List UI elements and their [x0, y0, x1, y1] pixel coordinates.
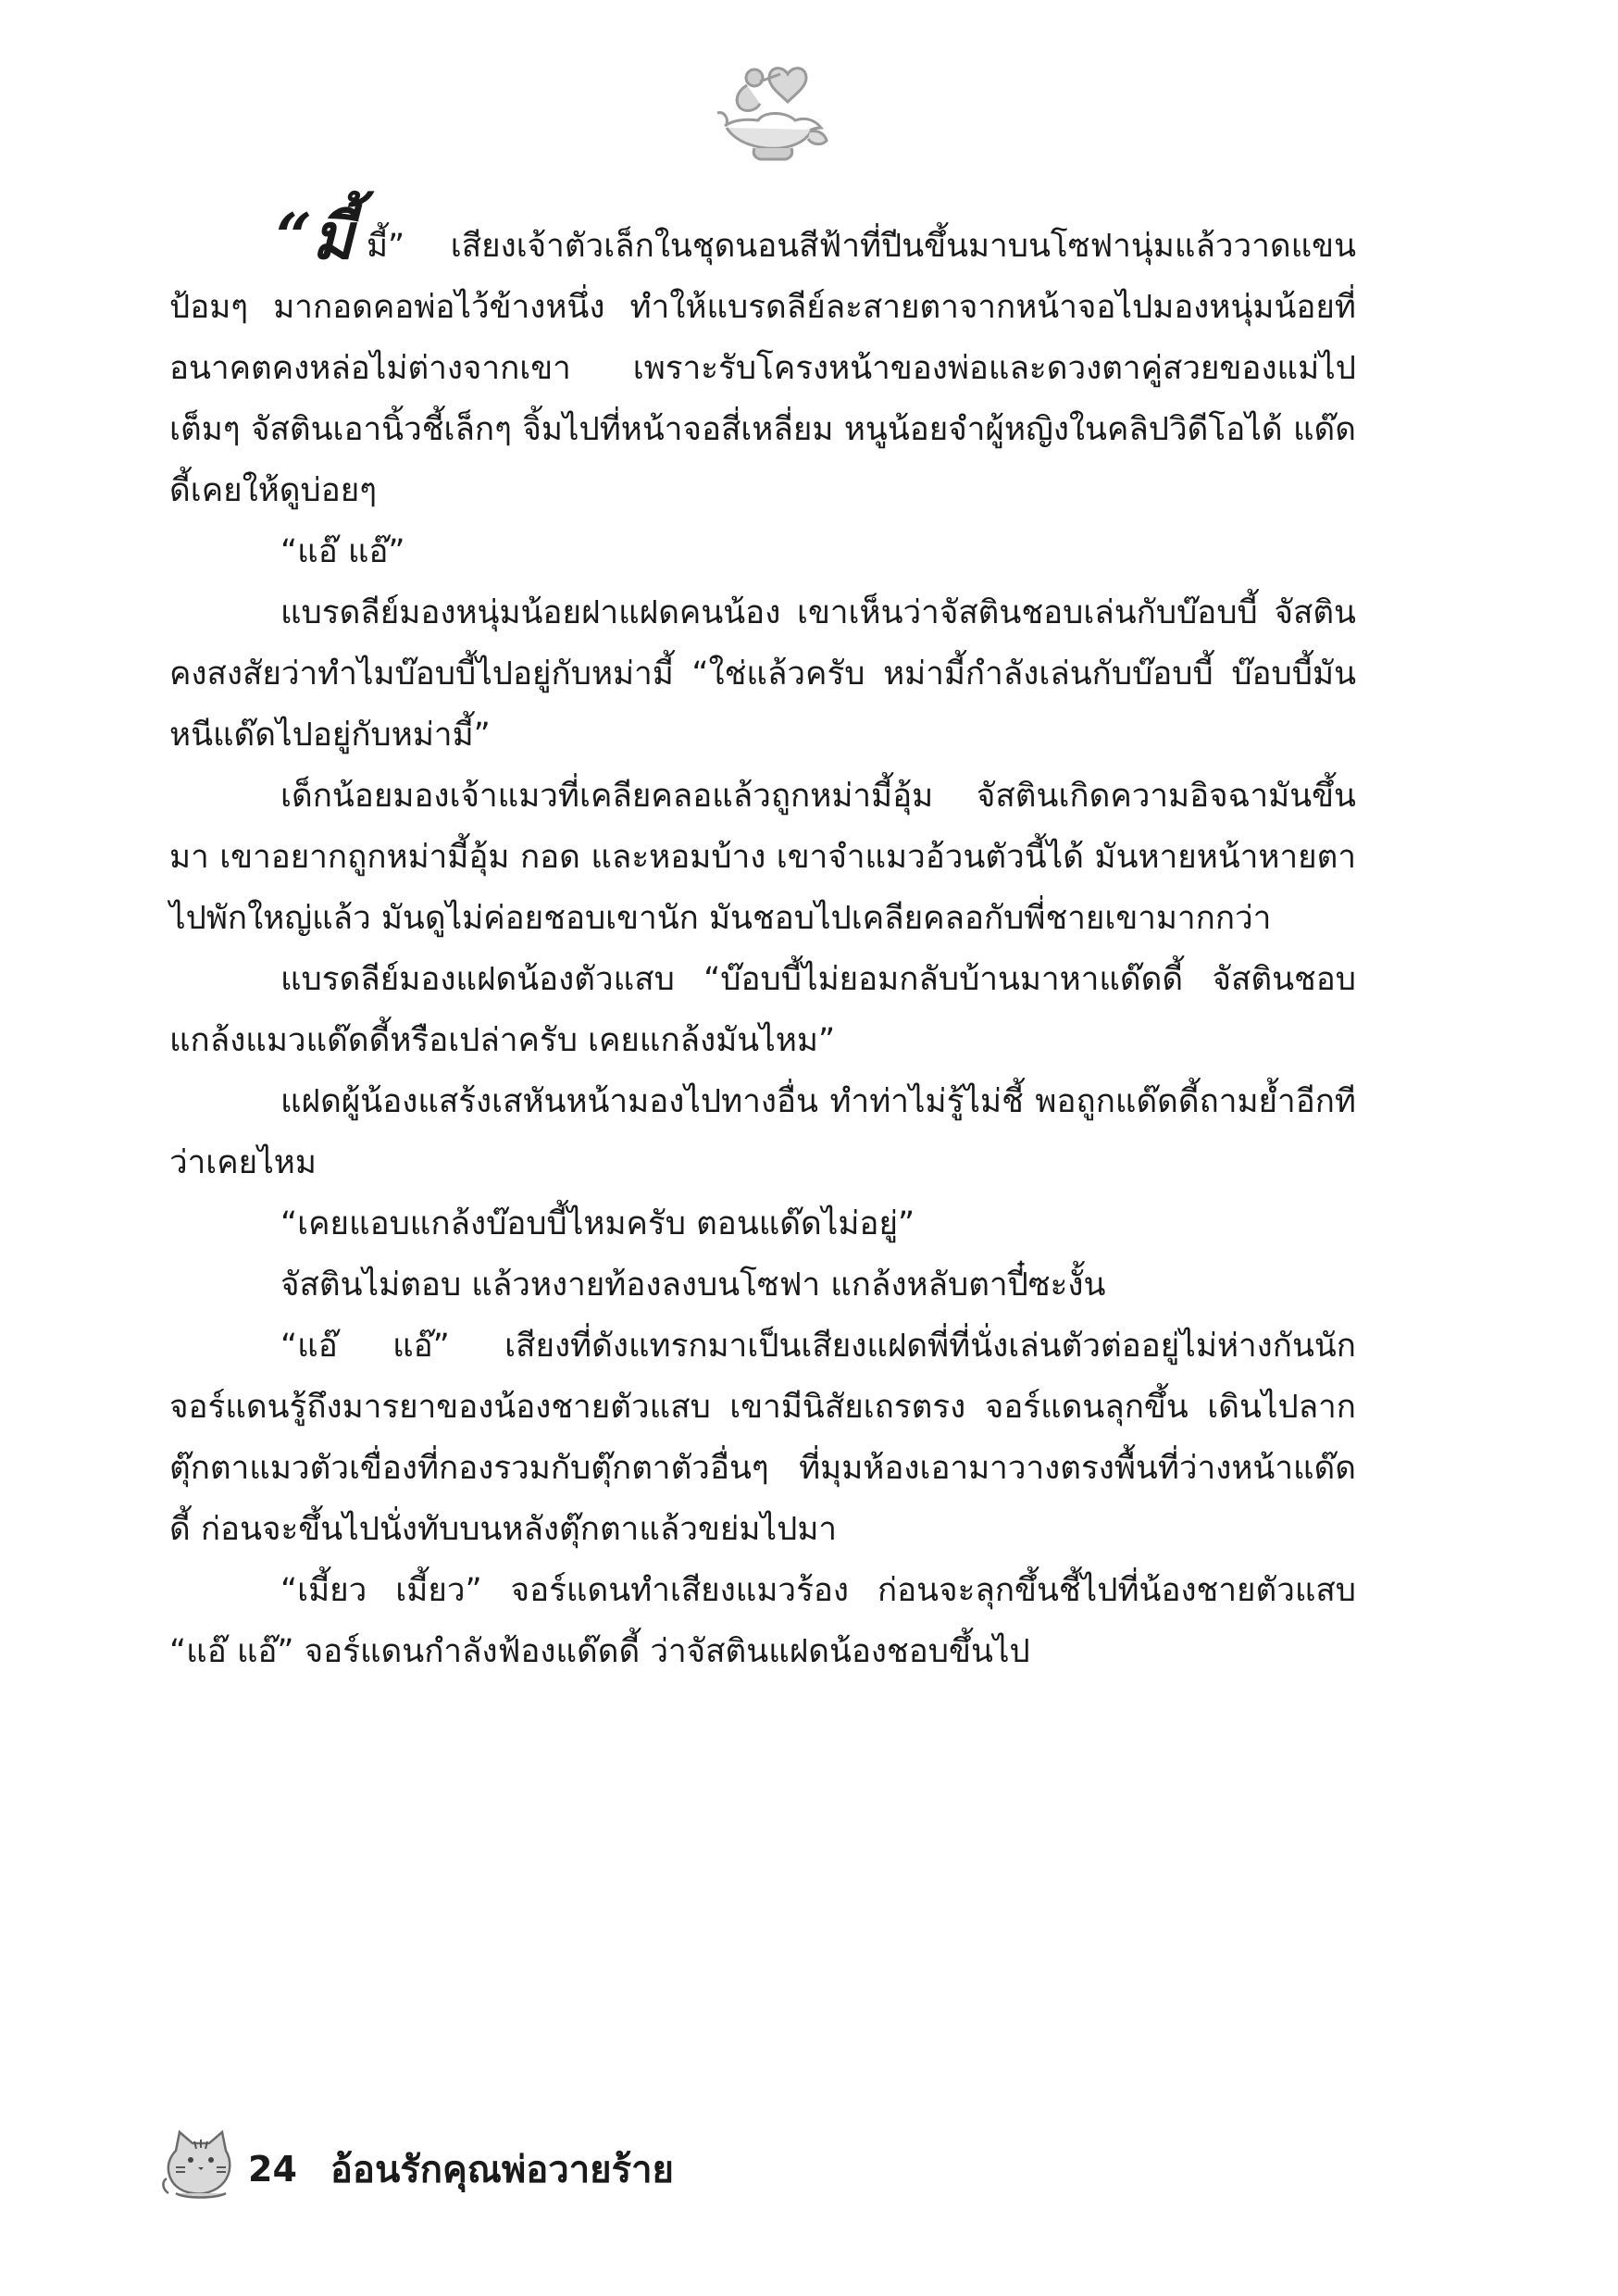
paragraph-6: แฝดผู้น้องแสร้งเสหันหน้ามองไปทางอื่น ทำท่าไม่รู้ไม่ชี้ พอถูกแด๊ดดี้ถามย้ำอีกทีว่าเคยไหม [169, 1083, 1356, 1181]
paragraph-2: “แอ๊ แอ๊” [280, 533, 405, 570]
paragraph-1-text: มี้” เสียงเจ้าตัวเล็กในชุดนอนสีฟ้าที่ปีนขึ้นมาบนโซฟานุ่มแล้ววาดแขนป้อมๆ มากอดคอพ่อไว้ข้างหนึ่ง ทำให้แบรดลีย์ละสายตาจากหน้าจอไปมองหนุ่มน้อยที่อนาคตคงหล่อไม่ต่างจากเขา เพราะรับโครงหน้าของพ่อและดวงตาคู่สวยของแม่ไปเต็มๆ จัสตินเอานิ้วชี้เล็กๆ จิ้มไปที่หน้าจอสี่เหลี่ยม หนูน้อยจำผู้หญิงในคลิปวิดีโอได้ แด๊ดดี้เคยให้ดูบ่อยๆ [169, 228, 1356, 509]
paragraph-3: แบรดลีย์มองหนุ่มน้อยฝาแฝดคนน้อง เขาเห็นว่าจัสตินชอบเล่นกับบ๊อบบี้ จัสตินคงสงสัยว่าทำไมบ๊อบบี้ไปอยู่กับหม่ามี้ “ใช่แล้วครับ หม่ามี้กำลังเล่นกับบ๊อบบี้ บ๊อบบี้มันหนีแด๊ดไปอยู่กับหม่ามี้” [169, 594, 1356, 754]
paragraph-9: “แอ๊ แอ๊” เสียงที่ดังแทรกมาเป็นเสียงแฝดพี่ที่นั่งเล่นตัวต่ออยู่ไม่ห่างกันนัก จอร์แดนรู้ถึงมารยาของน้องชายตัวแสบ เขามีนิสัยเถรตรง จอร์แดนลุกขึ้น เดินไปลากตุ๊กตาแมวตัวเขื่องที่กองรวมกับตุ๊กตาตัวอื่นๆ ที่มุมห้องเอามาวางตรงพื้นที่ว่างหน้าแด๊ดดี้ ก่อนจะขึ้นไปนั่งทับบนหลังตุ๊กตาแล้วขย่มไปมา [169, 1328, 1356, 1548]
paragraph-7: “เคยแอบแกล้งบ๊อบบี้ไหมครับ ตอนแด๊ดไม่อยู่” [280, 1205, 915, 1242]
paragraph-5: แบรดลีย์มองแฝดน้องตัวแสบ “บ๊อบบี้ไม่ยอมกลับบ้านมาหาแด๊ดดี้ จัสตินชอบแกล้งแมวแด๊ดดี้หรือเปล่าครับ เคยแกล้งมันไหม” [169, 961, 1356, 1059]
body-text [169, 200, 1356, 1682]
paragraph-4: เด็กน้อยมองเจ้าแมวที่เคลียคลอแล้วถูกหม่ามี้อุ้ม จัสตินเกิดความอิจฉามันขึ้นมา เขาอยากถูกหม่ามี้อุ้ม กอด และหอมบ้าง เขาจำแมวอ้วนตัวนี้ได้ มันหายหน้าหายตาไปพักใหญ่แล้ว มันดูไม่ค่อยชอบเขานัก มันชอบไปเคลียคลอกับพี่ชายเขามากกว่า [169, 778, 1356, 937]
page-footer [157, 2120, 674, 2203]
magic-lamp-cupid-icon [699, 57, 838, 168]
book-title: อ้อนรักคุณพ่อวายร้าย [330, 2149, 674, 2191]
paragraph-8: จัสตินไม่ตอบ แล้วหงายท้องลงบนโซฟา แกล้งหลับตาปี๋ซะงั้น [280, 1267, 1106, 1304]
cat-mascot-icon [157, 2119, 243, 2204]
paragraph-1 [169, 200, 1356, 521]
page-number: 24 [248, 2149, 297, 2190]
dropcap: “มี้ [276, 200, 354, 274]
paragraph-10: “เมี้ยว เมี้ยว” จอร์แดนทำเสียงแมวร้อง ก่อนจะลุกขึ้นชี้ไปที่น้องชายตัวแสบ “แอ๊ แอ๊” จอร์แดนกำลังฟ้องแด๊ดดี้ ว่าจัสตินแฝดน้องชอบขึ้นไป [169, 1572, 1356, 1670]
